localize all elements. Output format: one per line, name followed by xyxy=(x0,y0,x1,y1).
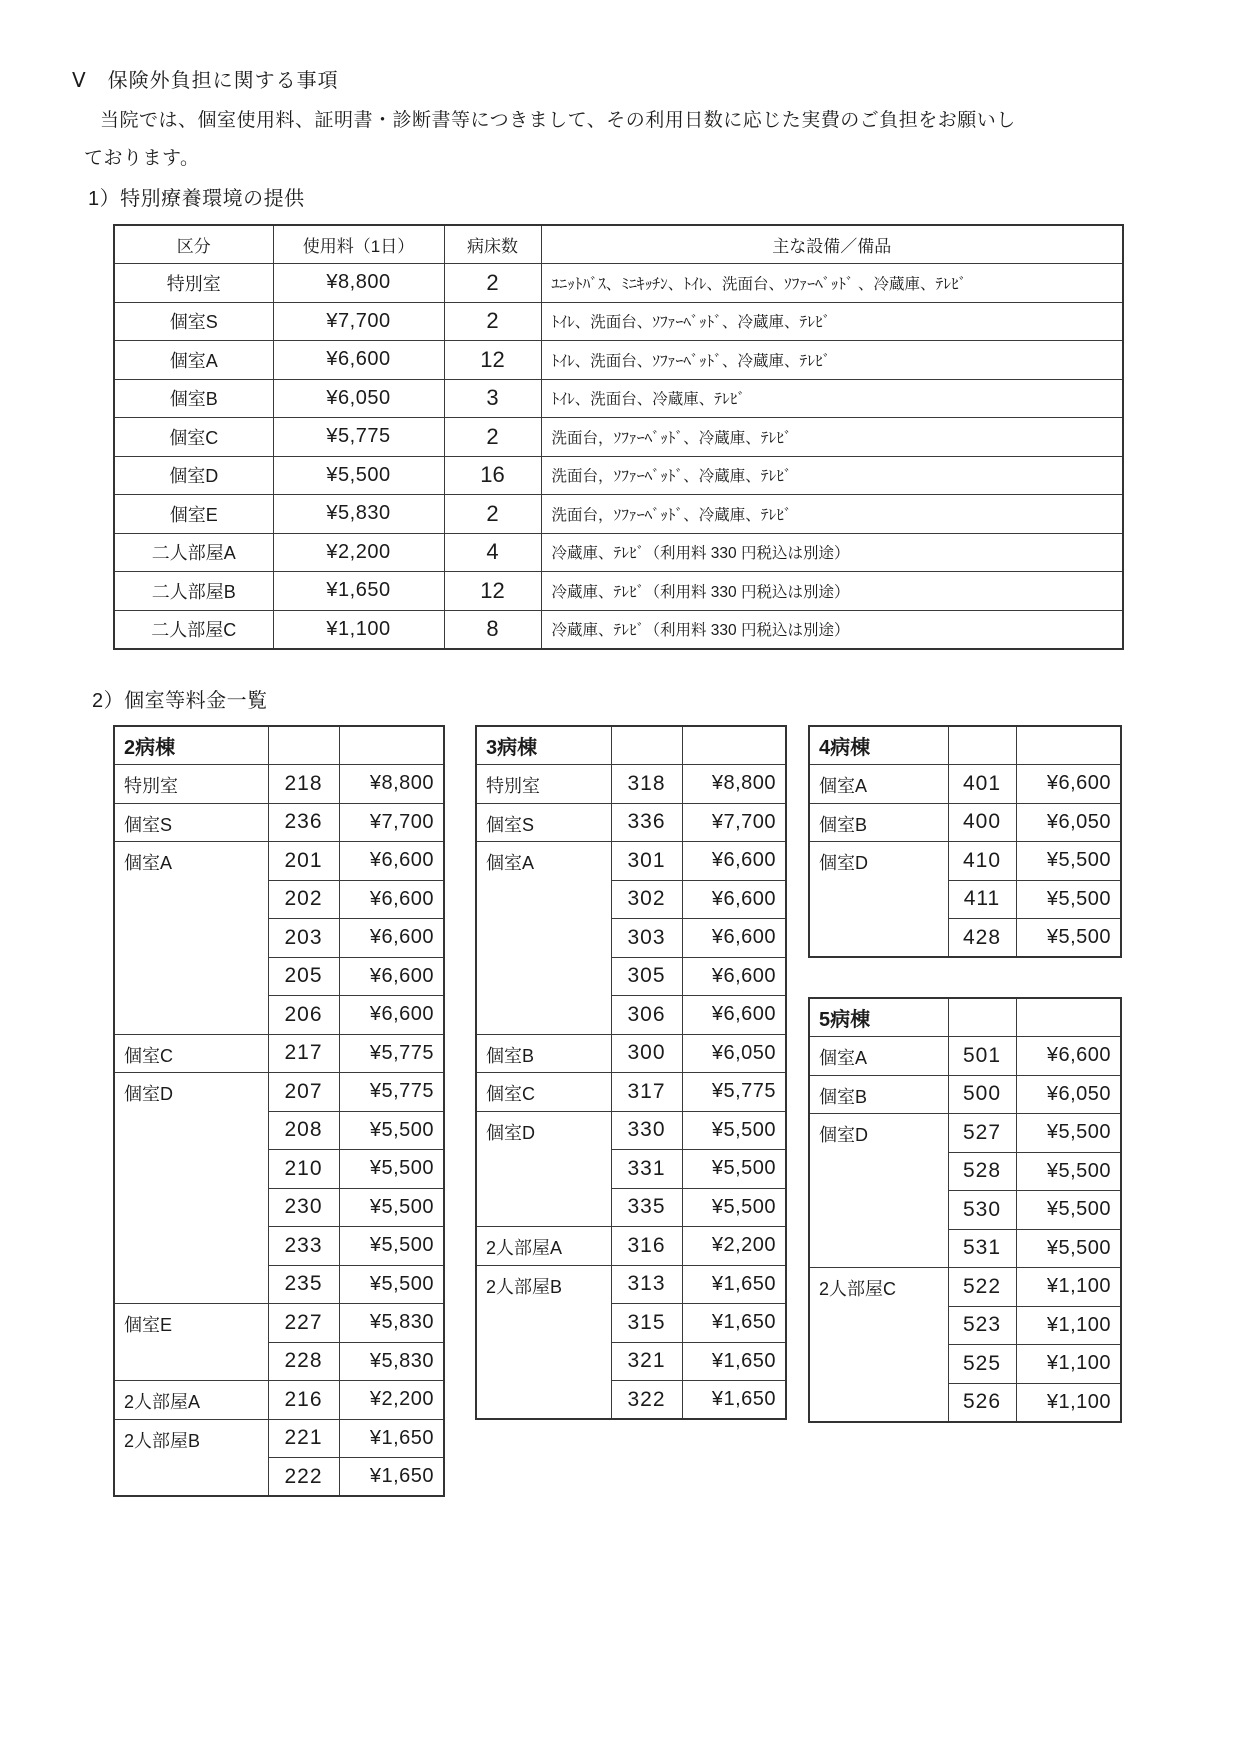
ward-room-cell: 315 xyxy=(611,1304,682,1343)
facility-category-cell: 二人部屋A xyxy=(114,533,273,572)
ward-room-cell: 522 xyxy=(948,1268,1016,1307)
subsection-1-heading: 1）特別療養環境の提供 xyxy=(88,188,305,210)
ward-room-cell: 216 xyxy=(268,1381,339,1420)
ward-price-cell: ¥1,650 xyxy=(682,1304,786,1343)
facility-price-cell: ¥5,500 xyxy=(273,456,444,495)
ward-price-cell: ¥5,500 xyxy=(1016,842,1121,881)
facility-table xyxy=(113,224,1124,650)
facility-price-cell: ¥6,050 xyxy=(273,379,444,418)
ward-row xyxy=(809,765,1121,804)
facility-beds-cell: 4 xyxy=(444,533,541,572)
ward-price-cell: ¥6,050 xyxy=(1016,803,1121,842)
ward-room-cell: 527 xyxy=(948,1114,1016,1153)
facility-beds-cell: 2 xyxy=(444,418,541,457)
facility-row xyxy=(114,379,1123,418)
ward-type-cell: 2人部屋A xyxy=(476,1227,611,1266)
ward-row xyxy=(114,1304,444,1343)
ward-room-cell: 318 xyxy=(611,765,682,804)
ward-room-cell: 301 xyxy=(611,842,682,881)
facility-row xyxy=(114,533,1123,572)
ward-room-cell: 208 xyxy=(268,1111,339,1150)
ward-price-cell: ¥5,500 xyxy=(682,1150,786,1189)
ward-room-cell: 410 xyxy=(948,842,1016,881)
ward-price-cell: ¥6,600 xyxy=(339,919,444,958)
ward-price-cell: ¥5,775 xyxy=(339,1034,444,1073)
intro-line-2: ております。 xyxy=(84,148,200,169)
facility-price-cell: ¥5,830 xyxy=(273,495,444,534)
facility-row xyxy=(114,610,1123,649)
ward-price-cell: ¥2,200 xyxy=(339,1381,444,1420)
ward-title-cell: 5病棟 xyxy=(809,998,948,1037)
ward-room-cell: 316 xyxy=(611,1227,682,1266)
ward-type-cell: 個室A xyxy=(809,1037,948,1076)
ward-type-cell: 2人部屋B xyxy=(476,1265,611,1419)
ward-room-cell: 217 xyxy=(268,1034,339,1073)
ward-type-cell: 個室A xyxy=(809,765,948,804)
ward-price-cell: ¥8,800 xyxy=(682,765,786,804)
facility-beds-cell: 8 xyxy=(444,610,541,649)
facility-equipment-cell: 冷蔵庫、ﾃﾚﾋﾞ（利用料 330 円税込は別途） xyxy=(541,533,1123,572)
ward-price-cell: ¥5,500 xyxy=(1016,1114,1121,1153)
ward-room-cell: 428 xyxy=(948,919,1016,958)
ward-room-cell: 221 xyxy=(268,1419,339,1458)
ward-header-empty-1 xyxy=(948,998,1016,1037)
facility-category-cell: 二人部屋B xyxy=(114,572,273,611)
ward-room-cell: 205 xyxy=(268,957,339,996)
ward-price-cell: ¥6,600 xyxy=(682,957,786,996)
facility-equipment-cell: 洗面台，ｿﾌｧｰﾍﾞｯﾄﾞ、冷蔵庫、ﾃﾚﾋﾞ xyxy=(541,495,1123,534)
ward-table-3 xyxy=(475,725,785,1420)
ward-price-cell: ¥1,100 xyxy=(1016,1383,1121,1422)
facility-category-cell: 個室A xyxy=(114,341,273,380)
facility-price-cell: ¥7,700 xyxy=(273,302,444,341)
ward-room-cell: 335 xyxy=(611,1188,682,1227)
ward-room-cell: 306 xyxy=(611,996,682,1035)
ward-type-cell: 個室S xyxy=(114,803,268,842)
ward-price-cell: ¥5,500 xyxy=(682,1188,786,1227)
ward-price-cell: ¥5,500 xyxy=(339,1188,444,1227)
ward-room-cell: 300 xyxy=(611,1034,682,1073)
ward-room-cell: 528 xyxy=(948,1152,1016,1191)
ward-type-cell: 個室E xyxy=(114,1304,268,1381)
ward-price-cell: ¥5,500 xyxy=(1016,919,1121,958)
ward-table-5 xyxy=(808,997,1120,1423)
ward-price-cell: ¥1,100 xyxy=(1016,1268,1121,1307)
ward-type-cell: 2人部屋C xyxy=(809,1268,948,1422)
ward-row xyxy=(476,1227,786,1266)
ward-price-cell: ¥2,200 xyxy=(682,1227,786,1266)
ward-price-cell: ¥5,500 xyxy=(1016,880,1121,919)
ward-type-cell: 2人部屋B xyxy=(114,1419,268,1496)
ward-price-cell: ¥1,650 xyxy=(339,1419,444,1458)
ward-row xyxy=(476,842,786,881)
ward-row xyxy=(809,842,1121,881)
facility-beds-cell: 16 xyxy=(444,456,541,495)
ward-row xyxy=(114,1419,444,1458)
ward-room-cell: 317 xyxy=(611,1073,682,1112)
facility-header-beds: 病床数 xyxy=(444,225,541,264)
facility-row xyxy=(114,302,1123,341)
ward-header-empty-1 xyxy=(611,726,682,765)
ward-room-cell: 531 xyxy=(948,1229,1016,1268)
ward-room-cell: 203 xyxy=(268,919,339,958)
facility-equipment-cell: ﾄｲﾚ、洗面台、冷蔵庫、ﾃﾚﾋﾞ xyxy=(541,379,1123,418)
ward-type-cell: 個室C xyxy=(476,1073,611,1112)
ward-room-cell: 206 xyxy=(268,996,339,1035)
facility-price-cell: ¥5,775 xyxy=(273,418,444,457)
facility-price-cell: ¥6,600 xyxy=(273,341,444,380)
facility-equipment-cell: ﾕﾆｯﾄﾊﾞｽ、ﾐﾆｷｯﾁﾝ、ﾄｲﾚ、洗面台、ｿﾌｧｰﾍﾞｯﾄﾞ 、冷蔵庫、ﾃﾚﾋﾞ xyxy=(541,264,1123,303)
ward-price-cell: ¥5,500 xyxy=(339,1150,444,1189)
ward-price-cell: ¥5,830 xyxy=(339,1342,444,1381)
facility-equipment-cell: 洗面台，ｿﾌｧｰﾍﾞｯﾄﾞ、冷蔵庫、ﾃﾚﾋﾞ xyxy=(541,456,1123,495)
ward-row xyxy=(114,1073,444,1112)
ward-room-cell: 228 xyxy=(268,1342,339,1381)
ward-room-cell: 525 xyxy=(948,1345,1016,1384)
ward-room-cell: 201 xyxy=(268,842,339,881)
facility-row xyxy=(114,572,1123,611)
ward-room-cell: 230 xyxy=(268,1188,339,1227)
ward-type-cell: 個室B xyxy=(809,1075,948,1114)
facility-category-cell: 個室B xyxy=(114,379,273,418)
ward-price-cell: ¥5,500 xyxy=(1016,1152,1121,1191)
ward-title-cell: 3病棟 xyxy=(476,726,611,765)
ward-price-cell: ¥1,650 xyxy=(682,1381,786,1420)
ward-row xyxy=(809,1075,1121,1114)
facility-beds-cell: 2 xyxy=(444,302,541,341)
ward-price-cell: ¥7,700 xyxy=(682,803,786,842)
ward-row xyxy=(114,765,444,804)
ward-room-cell: 305 xyxy=(611,957,682,996)
facility-category-cell: 特別室 xyxy=(114,264,273,303)
facility-equipment-cell: 冷蔵庫、ﾃﾚﾋﾞ（利用料 330 円税込は別途） xyxy=(541,610,1123,649)
ward-row xyxy=(809,1037,1121,1076)
facility-equipment-cell: ﾄｲﾚ、洗面台、ｿﾌｧｰﾍﾞｯﾄﾞ、冷蔵庫、ﾃﾚﾋﾞ xyxy=(541,341,1123,380)
ward-price-cell: ¥5,500 xyxy=(339,1111,444,1150)
facility-category-cell: 個室S xyxy=(114,302,273,341)
ward-row xyxy=(114,1034,444,1073)
facility-category-cell: 個室D xyxy=(114,456,273,495)
ward-price-cell: ¥1,650 xyxy=(682,1265,786,1304)
ward-price-cell: ¥5,775 xyxy=(682,1073,786,1112)
ward-price-cell: ¥5,500 xyxy=(339,1227,444,1266)
ward-price-cell: ¥6,600 xyxy=(682,919,786,958)
ward-price-cell: ¥6,050 xyxy=(1016,1075,1121,1114)
ward-row xyxy=(476,1111,786,1150)
ward-type-cell: 個室S xyxy=(476,803,611,842)
ward-room-cell: 336 xyxy=(611,803,682,842)
ward-type-cell: 個室A xyxy=(114,842,268,1035)
facility-price-cell: ¥1,650 xyxy=(273,572,444,611)
ward-price-cell: ¥7,700 xyxy=(339,803,444,842)
facility-equipment-cell: 冷蔵庫、ﾃﾚﾋﾞ（利用料 330 円税込は別途） xyxy=(541,572,1123,611)
ward-row xyxy=(476,1034,786,1073)
ward-row xyxy=(114,842,444,881)
ward-room-cell: 330 xyxy=(611,1111,682,1150)
facility-row xyxy=(114,264,1123,303)
ward-header-row xyxy=(476,726,786,765)
facility-header-row xyxy=(114,225,1123,264)
facility-table-body xyxy=(114,264,1123,649)
ward-table-4 xyxy=(808,725,1120,958)
ward-room-cell: 500 xyxy=(948,1075,1016,1114)
ward-row xyxy=(476,803,786,842)
ward-row xyxy=(114,803,444,842)
section-heading: Ⅴ 保険外負担に関する事項 xyxy=(72,70,339,92)
facility-equipment-cell: 洗面台，ｿﾌｧｰﾍﾞｯﾄﾞ、冷蔵庫、ﾃﾚﾋﾞ xyxy=(541,418,1123,457)
subsection-2-heading: 2）個室等料金一覧 xyxy=(92,690,268,712)
ward-type-cell: 個室A xyxy=(476,842,611,1035)
facility-category-cell: 個室C xyxy=(114,418,273,457)
ward-room-cell: 313 xyxy=(611,1265,682,1304)
ward-table-grid xyxy=(475,725,787,1420)
ward-room-cell: 233 xyxy=(268,1227,339,1266)
facility-beds-cell: 3 xyxy=(444,379,541,418)
ward-type-cell: 個室B xyxy=(476,1034,611,1073)
ward-title-cell: 2病棟 xyxy=(114,726,268,765)
ward-price-cell: ¥6,600 xyxy=(339,880,444,919)
ward-price-cell: ¥5,830 xyxy=(339,1304,444,1343)
ward-room-cell: 400 xyxy=(948,803,1016,842)
ward-price-cell: ¥1,650 xyxy=(682,1342,786,1381)
ward-row xyxy=(809,803,1121,842)
ward-row xyxy=(476,1265,786,1304)
ward-table-grid xyxy=(113,725,445,1497)
ward-type-cell: 個室D xyxy=(476,1111,611,1227)
ward-price-cell: ¥8,800 xyxy=(339,765,444,804)
ward-room-cell: 322 xyxy=(611,1381,682,1420)
ward-table-2 xyxy=(113,725,443,1497)
ward-header-empty-2 xyxy=(682,726,786,765)
ward-type-cell: 個室D xyxy=(114,1073,268,1304)
ward-room-cell: 236 xyxy=(268,803,339,842)
facility-price-cell: ¥2,200 xyxy=(273,533,444,572)
ward-table-grid xyxy=(808,997,1122,1423)
facility-row xyxy=(114,495,1123,534)
ward-header-row xyxy=(114,726,444,765)
ward-room-cell: 526 xyxy=(948,1383,1016,1422)
ward-type-cell: 個室D xyxy=(809,1114,948,1268)
ward-room-cell: 321 xyxy=(611,1342,682,1381)
ward-header-empty-2 xyxy=(339,726,444,765)
ward-header-row xyxy=(809,998,1121,1037)
ward-room-cell: 501 xyxy=(948,1037,1016,1076)
ward-header-empty-2 xyxy=(1016,726,1121,765)
facility-beds-cell: 12 xyxy=(444,572,541,611)
facility-row xyxy=(114,418,1123,457)
ward-header-empty-1 xyxy=(268,726,339,765)
ward-room-cell: 210 xyxy=(268,1150,339,1189)
ward-type-cell: 特別室 xyxy=(476,765,611,804)
ward-price-cell: ¥6,600 xyxy=(682,996,786,1035)
ward-room-cell: 235 xyxy=(268,1265,339,1304)
facility-beds-cell: 2 xyxy=(444,495,541,534)
ward-price-cell: ¥6,600 xyxy=(682,880,786,919)
ward-row xyxy=(809,1114,1121,1153)
ward-row xyxy=(476,765,786,804)
ward-type-cell: 特別室 xyxy=(114,765,268,804)
ward-room-cell: 401 xyxy=(948,765,1016,804)
ward-room-cell: 530 xyxy=(948,1191,1016,1230)
ward-header-empty-2 xyxy=(1016,998,1121,1037)
ward-row xyxy=(476,1073,786,1112)
facility-beds-cell: 2 xyxy=(444,264,541,303)
ward-type-cell: 個室B xyxy=(809,803,948,842)
facility-category-cell: 二人部屋C xyxy=(114,610,273,649)
facility-row xyxy=(114,456,1123,495)
ward-type-cell: 個室C xyxy=(114,1034,268,1073)
ward-price-cell: ¥6,600 xyxy=(1016,1037,1121,1076)
facility-header-equipment: 主な設備／備品 xyxy=(541,225,1123,264)
ward-room-cell: 331 xyxy=(611,1150,682,1189)
ward-type-cell: 個室D xyxy=(809,842,948,958)
ward-header-empty-1 xyxy=(948,726,1016,765)
ward-price-cell: ¥6,600 xyxy=(1016,765,1121,804)
ward-room-cell: 218 xyxy=(268,765,339,804)
ward-price-cell: ¥5,775 xyxy=(339,1073,444,1112)
ward-room-cell: 202 xyxy=(268,880,339,919)
facility-beds-cell: 12 xyxy=(444,341,541,380)
ward-price-cell: ¥1,100 xyxy=(1016,1345,1121,1384)
ward-price-cell: ¥5,500 xyxy=(1016,1229,1121,1268)
ward-row xyxy=(114,1381,444,1420)
facility-equipment-cell: ﾄｲﾚ、洗面台、ｿﾌｧｰﾍﾞｯﾄﾞ、冷蔵庫、ﾃﾚﾋﾞ xyxy=(541,302,1123,341)
facility-price-cell: ¥8,800 xyxy=(273,264,444,303)
ward-room-cell: 302 xyxy=(611,880,682,919)
ward-price-cell: ¥5,500 xyxy=(1016,1191,1121,1230)
ward-price-cell: ¥5,500 xyxy=(682,1111,786,1150)
ward-row xyxy=(809,1268,1121,1307)
facility-category-cell: 個室E xyxy=(114,495,273,534)
ward-table-grid xyxy=(808,725,1122,958)
ward-price-cell: ¥6,600 xyxy=(339,957,444,996)
facility-header-category: 区分 xyxy=(114,225,273,264)
ward-price-cell: ¥6,600 xyxy=(339,842,444,881)
ward-price-cell: ¥1,650 xyxy=(339,1458,444,1497)
facility-row xyxy=(114,341,1123,380)
ward-room-cell: 303 xyxy=(611,919,682,958)
ward-room-cell: 411 xyxy=(948,880,1016,919)
ward-price-cell: ¥5,500 xyxy=(339,1265,444,1304)
facility-header-price: 使用料（1日） xyxy=(273,225,444,264)
ward-room-cell: 523 xyxy=(948,1306,1016,1345)
facility-price-cell: ¥1,100 xyxy=(273,610,444,649)
ward-room-cell: 207 xyxy=(268,1073,339,1112)
ward-title-cell: 4病棟 xyxy=(809,726,948,765)
ward-price-cell: ¥6,600 xyxy=(339,996,444,1035)
ward-type-cell: 2人部屋A xyxy=(114,1381,268,1420)
ward-room-cell: 227 xyxy=(268,1304,339,1343)
intro-line-1: 当院では、個室使用料、証明書・診断書等につきまして、その利用日数に応じた実費のご負担をお願いし xyxy=(100,110,1016,131)
ward-header-row xyxy=(809,726,1121,765)
ward-price-cell: ¥6,600 xyxy=(682,842,786,881)
ward-price-cell: ¥6,050 xyxy=(682,1034,786,1073)
ward-room-cell: 222 xyxy=(268,1458,339,1497)
ward-price-cell: ¥1,100 xyxy=(1016,1306,1121,1345)
